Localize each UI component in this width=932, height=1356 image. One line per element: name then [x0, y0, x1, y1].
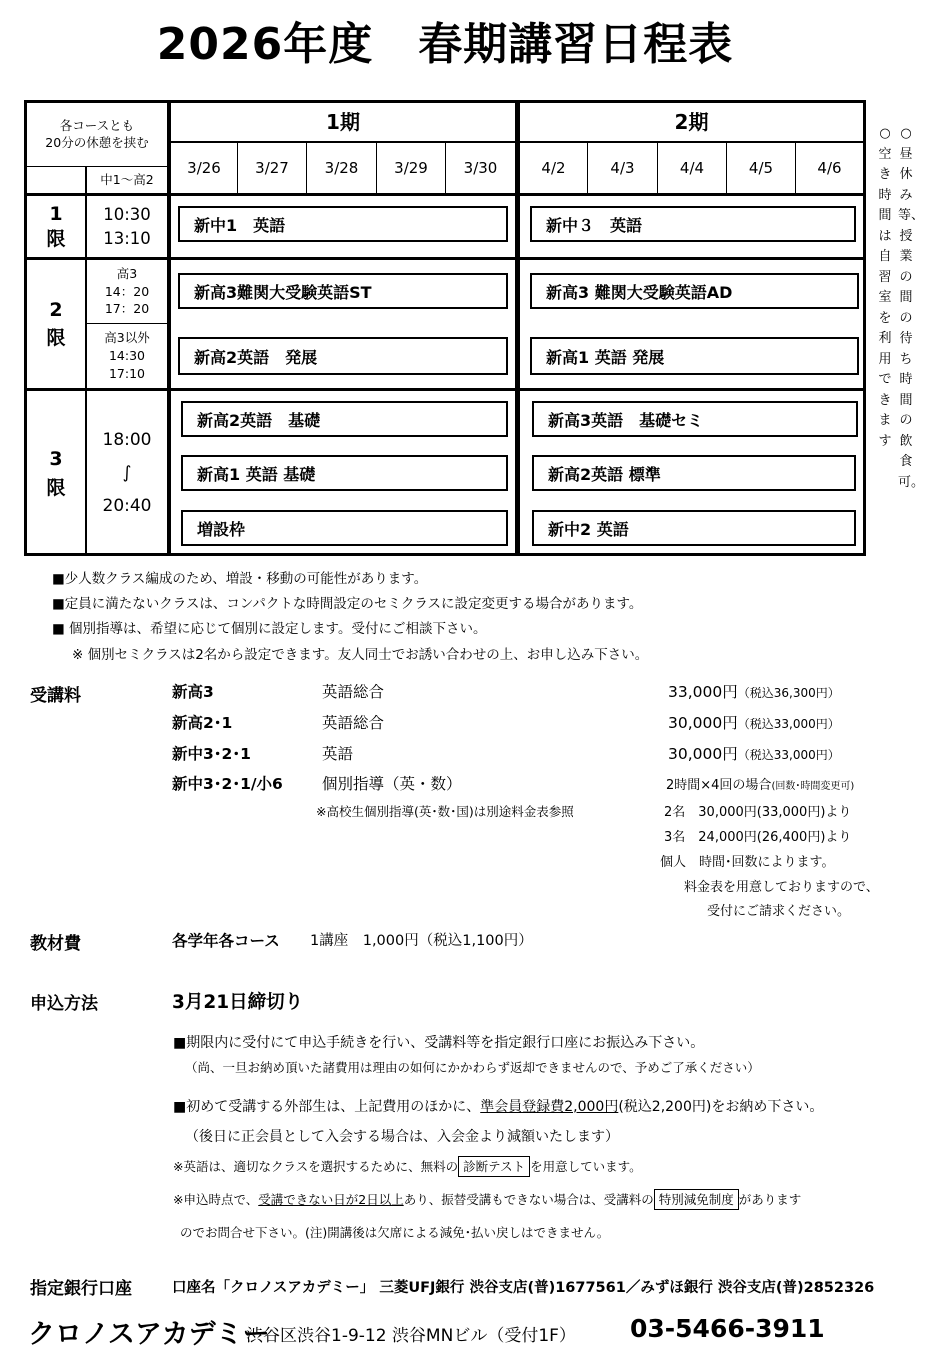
application-line: ■期限内に受付にて申込手続きを行い、受講料等を指定銀行口座にお振込み下さい。	[173, 1035, 705, 1051]
course-box: 新高2英語 基礎	[181, 401, 508, 437]
note-line: ■定員に満たないクラスは、コンパクトな時間設定のセミクラスに設定変更する場合があります。	[52, 596, 643, 612]
note-line: ■ 個別指導は、希望に応じて個別に設定します。受付にご相談下さい。	[52, 621, 487, 637]
application-line	[173, 1096, 823, 1116]
page-title: 2026年度 春期講習日程表	[156, 19, 734, 70]
fee-label: 受講料	[30, 686, 81, 706]
fee-grade: 新中3･2･1	[172, 745, 251, 763]
application-label: 申込方法	[30, 994, 98, 1014]
period-2-times-other	[87, 324, 167, 388]
course-box: 新高3 難関大受験英語AD	[530, 273, 859, 309]
course-box: 新高3難関大受験英語ST	[178, 273, 508, 309]
period-suffix: 限	[46, 476, 66, 499]
fee-price-value: 2時間×4回の場合	[666, 778, 772, 793]
text-part: あり、振替受講もできない場合は、受講料の	[403, 1192, 654, 1207]
materials-price: 1講座 1,000円（税込1,100円）	[310, 933, 533, 949]
side-note-eating: ○昼休み等、授業の間の待ち時間の飲食可。	[898, 126, 925, 490]
start-time: 10:30	[103, 204, 151, 224]
period-suffix: 限	[46, 327, 66, 349]
time-group-label: 高3以外	[104, 329, 150, 345]
brand-name: クロノスアカデミー	[28, 1319, 270, 1350]
date-cell: 4/3	[610, 158, 635, 177]
date-cell: 4/4	[679, 158, 705, 177]
boxed-text: 診断テスト	[458, 1156, 530, 1177]
text-part: があります	[738, 1192, 802, 1207]
fee-subject: 英語総合	[322, 683, 385, 701]
fee-price	[668, 742, 840, 764]
period-1-label	[27, 196, 85, 257]
date-cell: 3/30	[463, 158, 498, 177]
term-1-header: 1期	[326, 109, 360, 134]
fee-price-value: 33,000円	[668, 683, 738, 701]
term-2-header: 2期	[674, 109, 709, 134]
note-line: ※ 個別セミクラスは2名から設定できます。友人同士でお誘い合わせの上、お申し込み下さい。	[72, 647, 649, 663]
course-box: 新高3英語 基礎セミ	[532, 401, 858, 437]
application-line	[173, 1190, 801, 1208]
bank-account: 口座名「クロノスアカデミー」 三菱UFJ銀行 渋谷支店(普)1677561／みずほ銀行 渋谷支店(普)2852326	[172, 1280, 875, 1296]
fee-tax: (回数･時間変更可)	[771, 781, 855, 792]
private-fee-line: 2名 30,000円(33,000円)より	[664, 805, 852, 820]
fee-grade: 新高3	[172, 683, 214, 701]
fee-price	[666, 774, 854, 793]
fee-subject: 英語総合	[322, 714, 385, 732]
fee-tax: （税込33,000円）	[737, 748, 840, 762]
underlined-text: 準会員登録費2,000円	[480, 1099, 619, 1115]
fee-price-value: 30,000円	[668, 745, 738, 763]
private-fee-line: 3名 24,000円(26,400円)より	[664, 830, 852, 845]
period-2-label	[27, 260, 85, 388]
date-cell: 3/26	[187, 158, 221, 177]
course-box: 新高1 英語 基礎	[181, 455, 508, 491]
materials-target: 各学年各コース	[172, 932, 280, 950]
break-note-line1: 各コースとも	[59, 117, 135, 133]
address: 渋谷区渋谷1-9-12 渋谷MNビル（受付1F）	[246, 1326, 576, 1346]
fee-tax: （税込33,000円）	[737, 717, 840, 731]
date-cell: 4/2	[541, 158, 566, 177]
grade-header: 中1～高2	[100, 171, 154, 187]
end-time: 13:10	[103, 228, 151, 248]
end-time: 17:10	[108, 366, 146, 382]
course-box: 新中３ 英語	[530, 206, 856, 242]
start-time: 18:00	[102, 429, 152, 450]
course-box: 新中2 英語	[532, 510, 856, 546]
fee-price-value: 30,000円	[668, 714, 738, 732]
application-subline: のでお問合せ下さい。(注)開講後は欠席による減免･払い戻しはできません。	[180, 1225, 610, 1240]
private-fee-line: 受付にご請求ください。	[707, 904, 851, 919]
materials-label: 教材費	[30, 934, 81, 954]
private-fee-line: 個人 時間･回数によります。	[660, 855, 835, 870]
date-cell: 4/6	[817, 158, 842, 177]
phone-number: 03-5466-3911	[630, 1314, 825, 1343]
period-number: 3	[49, 448, 63, 470]
start-time: 14:30	[108, 347, 146, 363]
course-box: 新高1 英語 発展	[530, 337, 859, 375]
text-part: (税込2,200円)をお納め下さい。	[618, 1099, 824, 1115]
boxed-text: 特別減免制度	[654, 1189, 739, 1210]
fee-price	[668, 680, 840, 702]
application-line	[173, 1157, 642, 1175]
course-box: 新高2英語 標準	[532, 455, 856, 491]
fee-price	[668, 711, 840, 733]
time-group-label: 高3	[116, 266, 138, 282]
date-cell: 3/28	[324, 158, 359, 177]
text-part: を用意しています。	[530, 1159, 642, 1174]
fee-grade: 新中3･2･1/小6	[172, 775, 283, 793]
period-number: 1	[49, 202, 63, 225]
highschool-private-note: ※高校生個別指導(英･数･国)は別途料金表参照	[316, 804, 574, 819]
schedule-table	[24, 100, 866, 556]
period-suffix: 限	[46, 227, 66, 250]
text-part: ※申込時点で、	[173, 1192, 259, 1207]
date-cell: 3/27	[255, 158, 289, 177]
period-1-times	[87, 196, 167, 257]
application-subline: （尚、一旦お納め頂いた諸費用は理由の如何にかかわらず返却できませんので、予めご了承ください）	[185, 1060, 760, 1075]
course-box: 増設枠	[181, 510, 508, 546]
private-fee-line: 料金表を用意しておりますので、	[684, 880, 879, 895]
time-range-mark: ∫	[122, 462, 132, 483]
date-cell: 4/5	[748, 158, 774, 177]
break-note	[27, 103, 167, 166]
period-2-times-hs3	[87, 260, 167, 323]
start-time: 14：20	[104, 283, 150, 299]
period-3-label	[27, 391, 85, 556]
note-line: ■少人数クラス編成のため、増設・移動の可能性があります。	[52, 571, 428, 587]
date-cell: 3/29	[394, 158, 428, 177]
fee-tax: （税込36,300円）	[737, 686, 840, 700]
underlined-text: 受講できない日が2日以上	[258, 1192, 404, 1207]
fee-grade: 新高2･1	[172, 714, 233, 732]
fee-subject: 英語	[322, 745, 354, 763]
application-subline: （後日に正会員として入会する場合は、入会金より減額いたします）	[185, 1129, 619, 1145]
end-time: 20:40	[102, 496, 152, 517]
period-3-times	[87, 391, 167, 556]
course-box: 新中1 英語	[178, 206, 508, 242]
break-note-line2: 20分の休憩を挟む	[45, 134, 149, 150]
bank-label: 指定銀行口座	[30, 1279, 132, 1299]
period-number: 2	[49, 298, 63, 321]
side-note-study-room: ○空き時間は自習室を利用できます	[878, 126, 892, 449]
text-part: ※英語は、適切なクラスを選択するために、無料の	[173, 1159, 459, 1174]
fee-subject: 個別指導（英・数）	[322, 775, 462, 793]
text-part: ■初めて受講する外部生は、上記費用のほかに、	[173, 1099, 481, 1115]
course-box: 新高2英語 発展	[178, 337, 508, 375]
application-deadline: 3月21日締切り	[172, 992, 304, 1013]
end-time: 17：20	[104, 301, 150, 317]
